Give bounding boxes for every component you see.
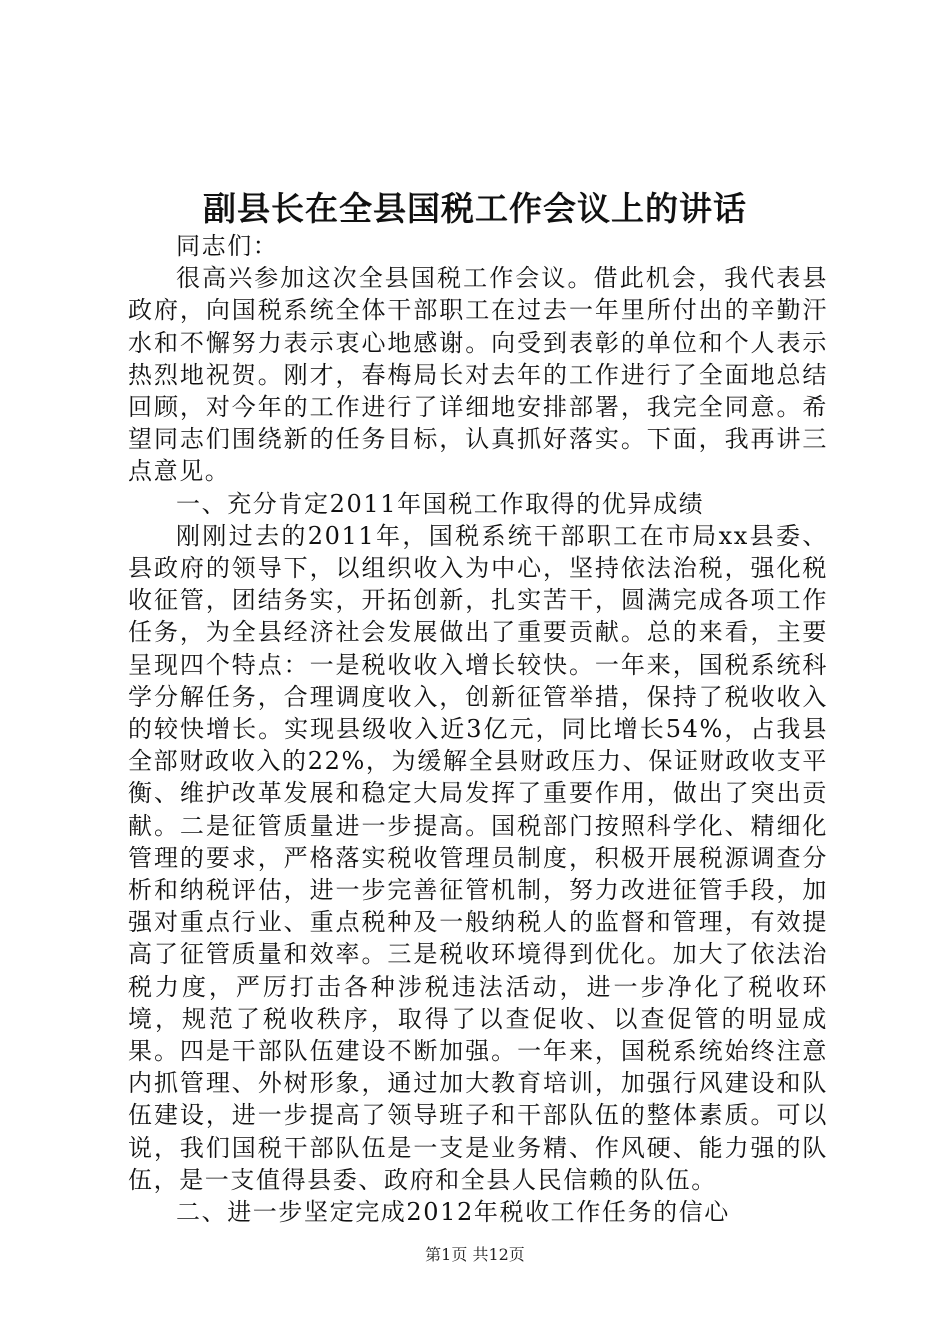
- opening-paragraph: 很高兴参加这次全县国税工作会议。借此机会，我代表县政府，向国税系统全体干部职工在过去一年里所付出的辛勤汗水和不懈努力表示衷心地感谢。向受到表彰的单位和个人表示热烈地祝贺。刚才，春梅局长对去年的工作进行了全面地总结回顾，对今年的工作进行了详细地安排部署，我完全同意。希望同志们围绕新的任务目标，认真抓好落实。下面，我再讲三点意见。: [128, 264, 828, 486]
- section-1-paragraph: 刚刚过去的2011年，国税系统干部职工在市局xx县委、县政府的领导下，以组织收入为中心，坚持依法治税，强化税收征管，团结务实，开拓创新，扎实苦干，圆满完成各项工作任务，为全县经济社会发展做出了重要贡献。总的来看，主要呈现四个特点：一是税收收入增长较快。一年来，国税系统科学分解任务，合理调度收入，创新征管举措，保持了税收收入的较快增长。实现县级收入近3亿元，同比增长54%，占我县全部财政收入的22%，为缓解全县财政压力、保证财政收支平衡、维护改革发展和稳定大局发挥了重要作用，做出了突出贡献。二是征管质量进一步提高。国税部门按照科学化、精细化管理的要求，严格落实税收管理员制度，积极开展税源调查分析和纳税评估，进一步完善征管机制，努力改进征管手段，加强对重点行业、重点税种及一般纳税人的监督和管理，有效提高了征管质量和效率。三是税收环境得到优化。加大了依法治税力度，严厉打击各种涉税违法活动，进一步净化了税收环境，规范了税收秩序，取得了以查促收、以查促管的明显成果。四是干部队伍建设不断加强。一年来，国税系统始终注意内抓管理、外树形象，通过加大教育培训，加强行风建设和队伍建设，进一步提高了领导班子和干部队伍的整体素质。可以说，我们国税干部队伍是一支是业务精、作风硬、能力强的队伍，是一支值得县委、政府和全县人民信赖的队伍。: [128, 521, 828, 1194]
- document-title: 副县长在全县国税工作会议上的讲话: [203, 189, 747, 228]
- page-footer: 第1页 共12页: [425, 1245, 525, 1264]
- section-heading-2: 二、进一步坚定完成2012年税收工作任务的信心: [176, 1198, 730, 1227]
- section-heading-1: 一、充分肯定2011年国税工作取得的优异成绩: [176, 489, 705, 518]
- salutation-paragraph: 同志们：: [176, 232, 279, 260]
- document-body: [128, 230, 828, 1228]
